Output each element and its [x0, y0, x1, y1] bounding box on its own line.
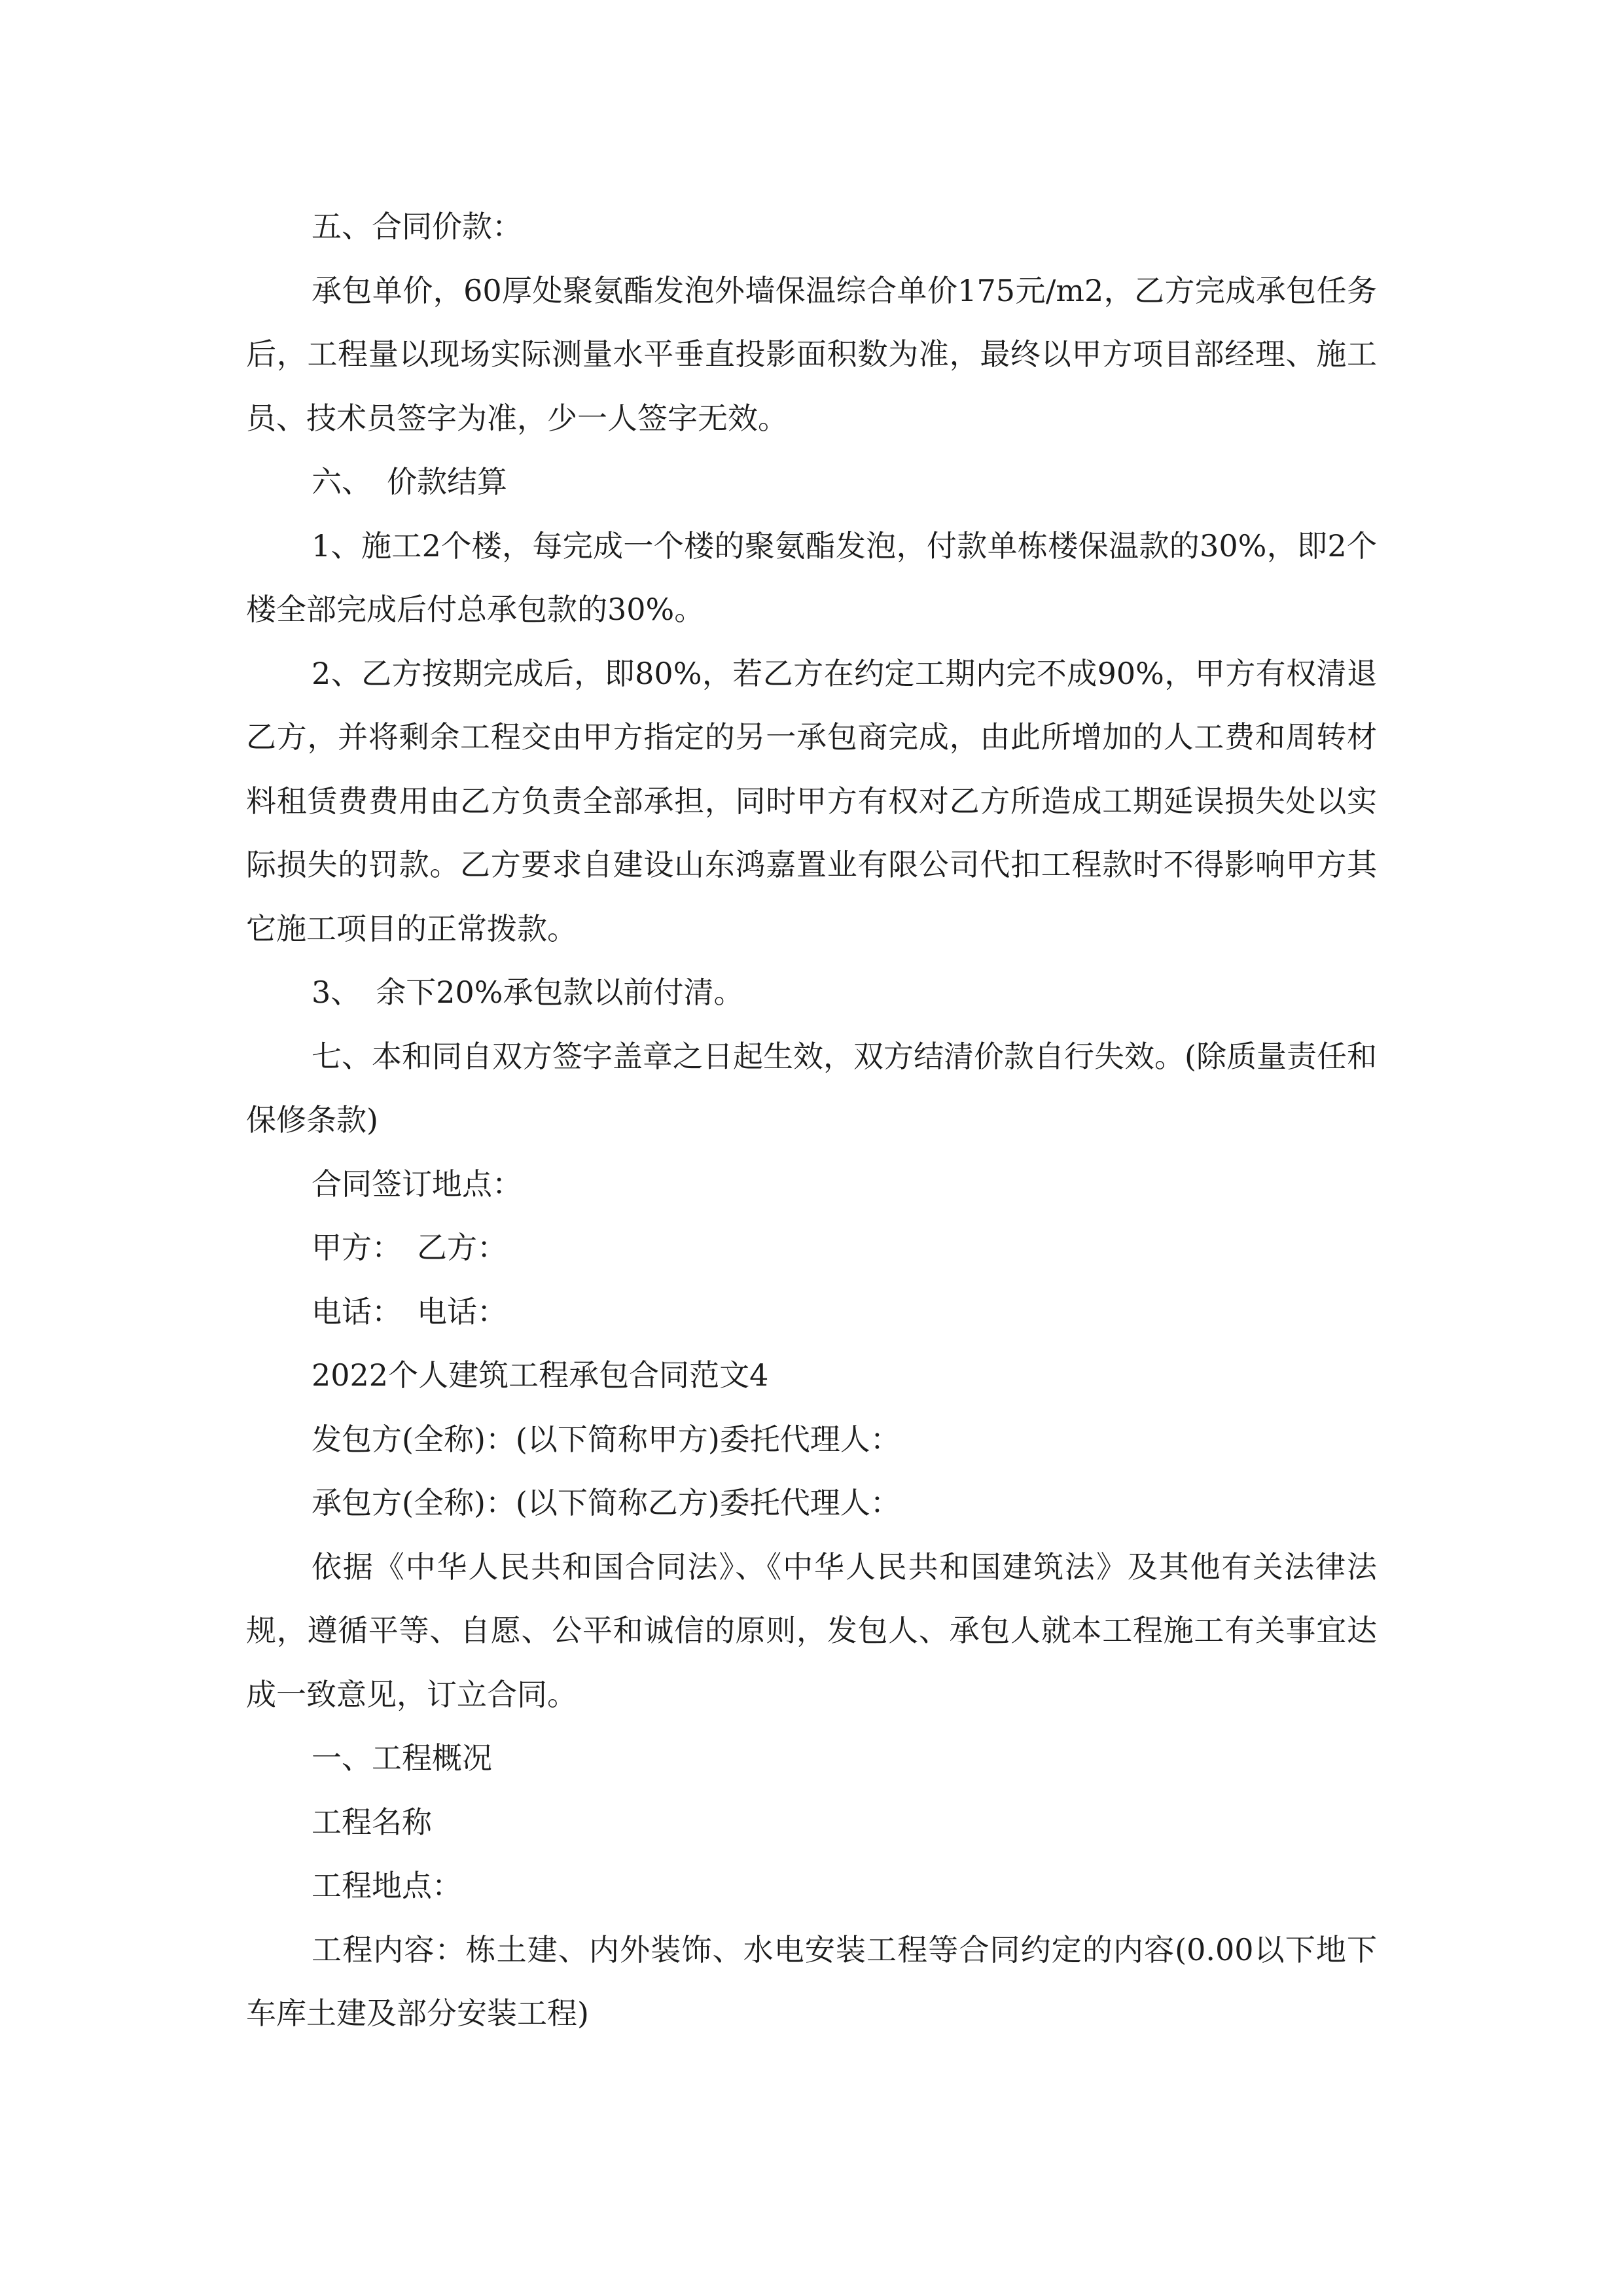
unit-price-paragraph: 承包单价，60厚处聚氨酯发泡外墙保温综合单价175元/m2，乙方完成承包任务后，工程量以现场实际测量水平垂直投影面积数为准，最终以甲方项目部经理、施工员、技术员签字为准，少一人签字无效。	[246, 272, 1377, 436]
section-7-paragraph: 七、本和同自双方签字盖章之日起生效，双方结清价款自行失效。(除质量责任和保修条款)	[246, 1038, 1377, 1138]
template-4-title: 2022个人建筑工程承包合同范文4	[312, 1357, 769, 1393]
project-location-line: 工程地点：	[312, 1868, 462, 1903]
parties-line: 甲方： 乙方：	[312, 1230, 507, 1265]
settlement-clause-1: 1、施工2个楼，每完成一个楼的聚氨酯发泡，付款单栋楼保温款的30%，即2个楼全部完成后付总承包款的30%。	[246, 528, 1377, 627]
phones-line: 电话： 电话：	[312, 1293, 507, 1329]
section-5-heading: 五、合同价款：	[312, 209, 522, 244]
project-name-line: 工程名称	[312, 1804, 432, 1840]
section-1-heading: 一、工程概况	[312, 1740, 492, 1776]
employer-line: 发包方(全称)：(以下简称甲方)委托代理人：	[312, 1421, 901, 1457]
legal-basis-paragraph: 依据《中华人民共和国合同法》、《中华人民共和国建筑法》及其他有关法律法规，遵循平等、自愿、公平和诚信的原则，发包人、承包人就本工程施工有关事宜达成一致意见，订立合同。	[246, 1549, 1377, 1712]
document-body	[246, 195, 1377, 2046]
project-content-paragraph: 工程内容：栋土建、内外装饰、水电安装工程等合同约定的内容(0.00以下地下车库土建及部分安装工程)	[246, 1931, 1377, 2031]
settlement-clause-2: 2、乙方按期完成后，即80%，若乙方在约定工期内完不成90%，甲方有权清退乙方，并将剩余工程交由甲方指定的另一承包商完成，由此所增加的人工费和周转材料租赁费费用由乙方负责全部承担，同时甲方有权对乙方所造成工期延误损失处以实际损失的罚款。乙方要求自建设山东鸿嘉置业有限公司代扣工程款时不得影响甲方其它施工项目的正常拨款。	[246, 655, 1377, 946]
settlement-clause-3: 3、 余下20%承包款以前付清。	[312, 975, 744, 1010]
signing-place-line: 合同签订地点：	[312, 1166, 522, 1202]
section-6-heading: 六、 价款结算	[312, 464, 507, 499]
contractor-line: 承包方(全称)：(以下简称乙方)委托代理人：	[312, 1485, 901, 1520]
